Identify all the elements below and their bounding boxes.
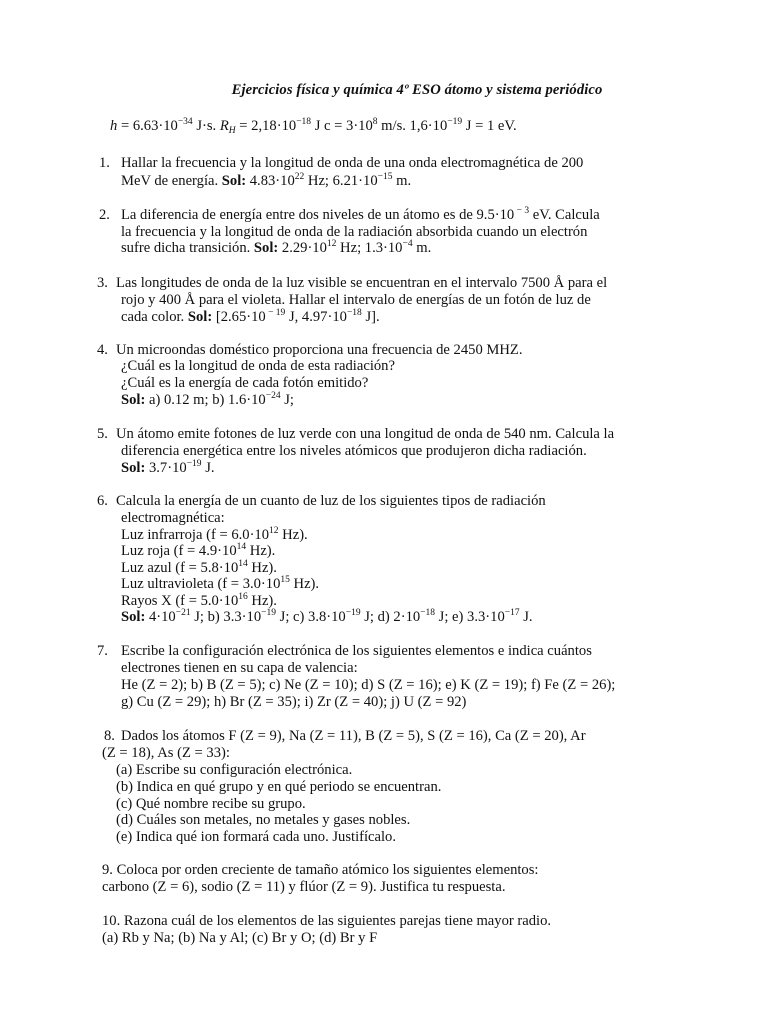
exercise-1-line-1: Hallar la frecuencia y la longitud de onda de una onda electromagnética de 200	[121, 155, 584, 171]
exercise-5-line-1: Un átomo emite fotones de luz verde con una longitud de onda de 540 nm. Calcula la	[116, 426, 615, 442]
exercise-6-item-xrays: Rayos X ($f = 5.0\cdot 10^{16}$ Hz).	[121, 592, 277, 609]
exercise-3-line-2: rojo y 400 Å para el violeta. Hallar el intervalo de energías de un fotón de luz de	[121, 292, 591, 308]
exercise-6-item-blue: Luz azul ($f = 5.8\cdot 10^{14}$ Hz).	[121, 559, 277, 576]
exercise-3-line-3: cada color. Sol: [2.65·10 $^{- 19}$ J, $4.97\cdot 10^{-18}$ J].	[121, 308, 380, 325]
exercise-8-item-e: (e) Indica qué ion formará cada uno. Justifícalo.	[116, 829, 397, 845]
exercise-4-line-3: ¿Cuál es la energía de cada fotón emitido?	[121, 375, 369, 391]
exercise-7-number: 7.	[97, 643, 108, 659]
exercise-4-solution: Sol: a) 0.12 m; b) $1.6\cdot 10^{-24}$ J;	[121, 391, 294, 408]
exercise-8-item-b: (b) Indica en qué grupo y en qué periodo se encuentran.	[116, 779, 442, 795]
exercise-2-line-3: sufre dicha transición. Sol: $2.29\cdot 10^{12}$ Hz; $1.3\cdot 10^{-4}$ m.	[121, 239, 432, 256]
exercise-6-item-infrared: Luz infrarroja ($f = 6.0\cdot 10^{12}$ Hz).	[121, 526, 308, 543]
exercise-2-number: 2.	[99, 207, 110, 223]
exercise-4-line-1: Un microondas doméstico proporciona una frecuencia de 2450 MHZ.	[116, 342, 523, 358]
exercise-8-item-d: (d) Cuáles son metales, no metales y gases nobles.	[116, 812, 411, 828]
exercise-6-solution: Sol: $4\cdot 10^{-21}$ J; b) $3.3\cdot 10^{-19}$ J; c) $3.8\cdot 10^{-19}$ J; d) $2\cdot 10^{-18}$ J; e) $3.3\cdot 10^{-17}$ J.	[121, 608, 533, 625]
document-title: Ejercicios física y química 4º ESO átomo y sistema periódico	[231, 82, 603, 98]
exercise-5-solution: Sol: $3.7\cdot 10^{-19}$ J.	[121, 459, 215, 476]
exercise-6-item-ultraviolet: Luz ultravioleta ($f = 3.0\cdot 10^{15}$ Hz).	[121, 575, 320, 592]
exercise-1-line-2: MeV de energía. Sol: $4.83\cdot 10^{22}$ Hz; $6.21\cdot 10^{-15}$ m.	[121, 172, 412, 189]
exercise-8-line-2: (Z = 18), As (Z = 33):	[102, 745, 230, 761]
exercise-7-line-1: Escribe la configuración electrónica de los siguientes elementos e indica cuántos	[121, 643, 592, 659]
exercise-7-line-3: He (Z = 2); b) B (Z = 5); c) Ne (Z = 10); d) S (Z = 16); e) K (Z = 19); f) Fe (Z = 26);	[121, 677, 616, 693]
constants-line: $h = 6.63\cdot 10^{-34}$ J·s. $R_H = 2,18\cdot 10^{-18}$ J $c = 3\cdot 10^8$ m/s. $1,6\cdot 10^{-19}$ J = 1 eV.	[110, 117, 517, 136]
exercise-9-line-2: carbono (Z = 6), sodio (Z = 11) y flúor (Z = 9). Justifica tu respuesta.	[102, 879, 506, 895]
exercise-10-line-1: 10. Razona cuál de los elementos de las siguientes parejas tiene mayor radio.	[102, 913, 552, 929]
exercise-5-line-2: diferencia energética entre los niveles atómicos que produjeron dicha radiación.	[121, 443, 587, 459]
exercise-7-line-2: electrones tienen en su capa de valencia:	[121, 660, 358, 676]
exercise-6-line-1: Calcula la energía de un cuanto de luz de los siguientes tipos de radiación	[116, 493, 546, 509]
exercise-3-number: 3.	[97, 275, 108, 291]
exercise-9-line-1: 9. Coloca por orden creciente de tamaño atómico los siguientes elementos:	[102, 862, 539, 878]
exercise-5-number: 5.	[97, 426, 108, 442]
exercise-1-number: 1.	[99, 155, 110, 171]
exercise-3-line-1: Las longitudes de onda de la luz visible se encuentran en el intervalo 7500 Å para el	[116, 275, 608, 291]
exercise-6-line-2: electromagnética:	[121, 510, 225, 526]
exercise-8-number: 8.	[104, 728, 115, 744]
exercise-4-number: 4.	[97, 342, 108, 358]
exercise-4-line-2: ¿Cuál es la longitud de onda de esta radiación?	[121, 358, 395, 374]
exercise-2-line-1: La diferencia de energía entre dos niveles de un átomo es de 9.5·10 $^{- 3}$ eV. Calcula	[121, 206, 600, 223]
exercise-8-item-a: (a) Escribe su configuración electrónica.	[116, 762, 353, 778]
exercise-6-item-red: Luz roja ($f = 4.9\cdot 10^{14}$ Hz).	[121, 542, 276, 559]
exercise-10-line-2: (a) Rb y Na; (b) Na y Al; (c) Br y O; (d) Br y F	[102, 930, 378, 946]
exercise-7-line-4: g) Cu (Z = 29); h) Br (Z = 35); i) Zr (Z = 40); j) U (Z = 92)	[121, 694, 467, 710]
exercise-8-line-1: Dados los átomos F (Z = 9), Na (Z = 11), B (Z = 5), S (Z = 16), Ca (Z = 20), Ar	[121, 728, 586, 744]
exercise-6-number: 6.	[97, 493, 108, 509]
exercise-2-line-2: la frecuencia y la longitud de onda de la radiación absorbida cuando un electrón	[121, 224, 588, 240]
exercise-8-item-c: (c) Qué nombre recibe su grupo.	[116, 796, 306, 812]
